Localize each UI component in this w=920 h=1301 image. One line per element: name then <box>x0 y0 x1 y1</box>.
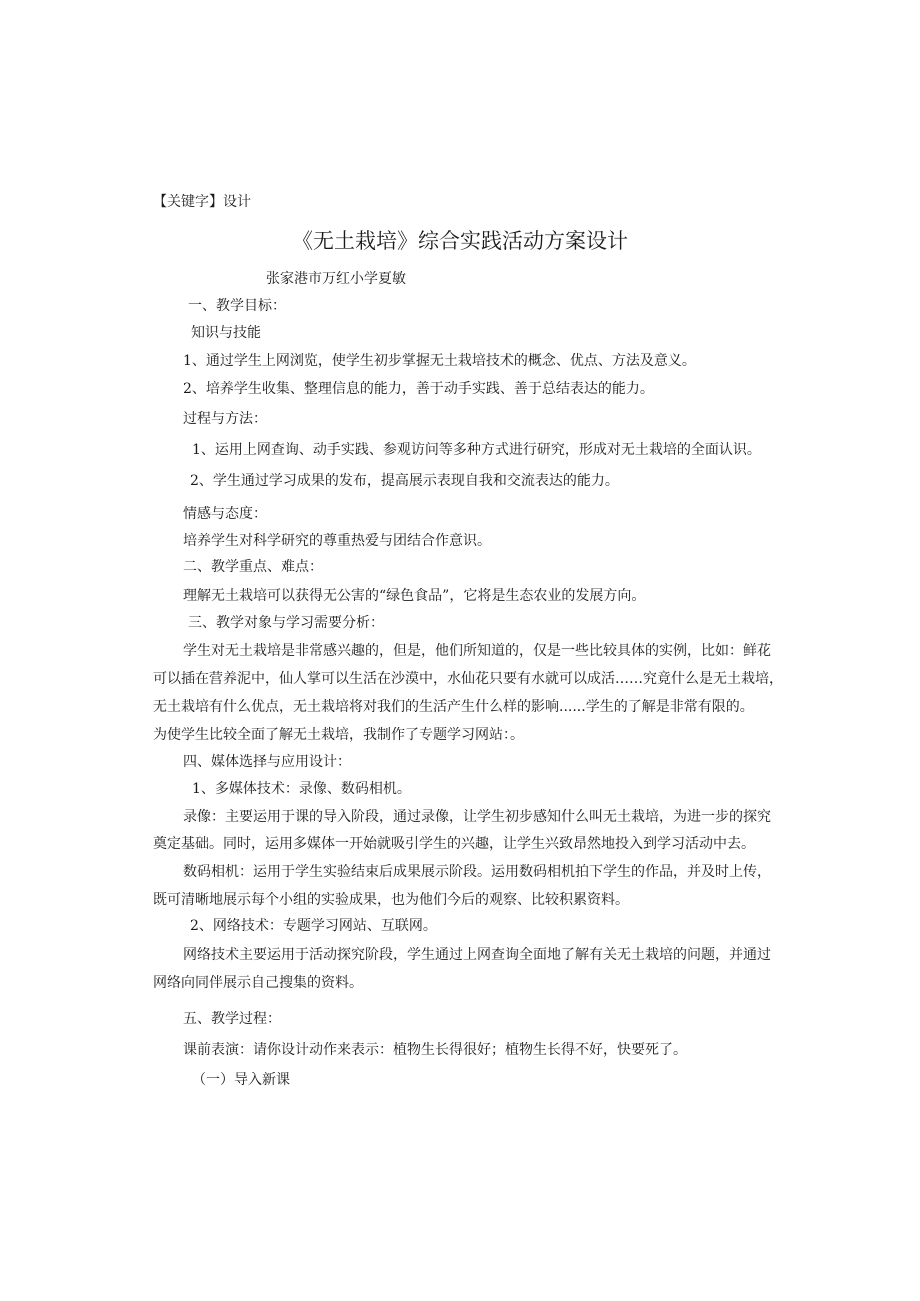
keywords-line: 【关键字】设计 <box>153 194 251 210</box>
section-3-para-line-4: 为使学生比较全面了解无土栽培，我制作了专题学习网站：。 <box>153 727 524 743</box>
section-3-heading: 三、教学对象与学习需要分析： <box>188 615 384 631</box>
section-4-item-2: 2、网络技术：专题学习网站、互联网。 <box>190 918 437 934</box>
knowledge-item-1: 1、通过学生上网浏览，使学生初步掌握无土栽培技术的概念、优点、方法及意义。 <box>183 353 696 369</box>
section-1-heading: 一、教学目标： <box>188 298 286 314</box>
process-heading: 过程与方法： <box>183 411 267 427</box>
camera-para-line-1: 数码相机：运用于学生实验结束后成果展示阶段。运用数码相机拍下学生的作品，并及时上传， <box>183 864 771 880</box>
process-item-2: 2、学生通过学习成果的发布，提高展示表现自我和交流表达的能力。 <box>190 473 619 489</box>
section-2-text: 理解无土栽培可以获得无公害的“绿色食品”，它将是生态农业的发展方向。 <box>183 588 646 604</box>
section-3-para-line-3: 无土栽培有什么优点，无土栽培将对我们的生活产生什么样的影响......学生的了解是非常有限的。 <box>153 699 754 715</box>
pre-class-performance: 课前表演：请你设计动作来表示：植物生长得很好；植物生长得不好，快要死了。 <box>183 1042 687 1058</box>
subsection-intro: （一）导入新课 <box>192 1072 290 1088</box>
document-title: 《无土栽培》综合实践活动方案设计 <box>292 229 628 253</box>
section-4-item-1: 1、多媒体技术：录像、数码相机。 <box>192 781 411 797</box>
network-para-line-2: 网络向同伴展示自己搜集的资料。 <box>153 975 363 991</box>
section-4-heading: 四、媒体选择与应用设计： <box>183 754 351 770</box>
video-para-line-1: 录像：主要运用于课的导入阶段，通过录像，让学生初步感知什么叫无土栽培，为进一步的探究 <box>183 809 771 825</box>
emotion-item-1: 培养学生对科学研究的尊重热爱与团结合作意识。 <box>183 533 491 549</box>
section-5-heading: 五、教学过程： <box>183 1011 281 1027</box>
section-3-para-line-1: 学生对无土栽培是非常感兴趣的，但是，他们所知道的，仅是一些比较具体的实例，比如：鲜花 <box>183 643 771 659</box>
author-line: 张家港市万红小学夏敏 <box>266 271 406 287</box>
process-item-1: 1、运用上网查询、动手实践、参观访问等多种方式进行研究，形成对无土栽培的全面认识。 <box>192 442 761 458</box>
section-3-para-line-2: 可以插在营养泥中，仙人掌可以生活在沙漠中，水仙花只要有水就可以成活……究竟什么是无土栽培， <box>153 671 783 687</box>
camera-para-line-2: 既可清晰地展示每个小组的实验成果，也为他们今后的观察、比较积累资料。 <box>153 892 629 908</box>
network-para-line-1: 网络技术主要运用于活动探究阶段，学生通过上网查询全面地了解有关无土栽培的问题，并通过 <box>183 947 771 963</box>
knowledge-heading: 知识与技能 <box>191 325 261 341</box>
section-2-heading: 二、教学重点、难点： <box>183 559 323 575</box>
emotion-heading: 情感与态度： <box>183 506 267 522</box>
knowledge-item-2: 2、培养学生收集、整理信息的能力，善于动手实践、善于总结表达的能力。 <box>183 381 654 397</box>
video-para-line-2: 奠定基础。同时，运用多媒体一开始就吸引学生的兴趣，让学生兴致昂然地投入到学习活动中去。 <box>153 836 755 852</box>
